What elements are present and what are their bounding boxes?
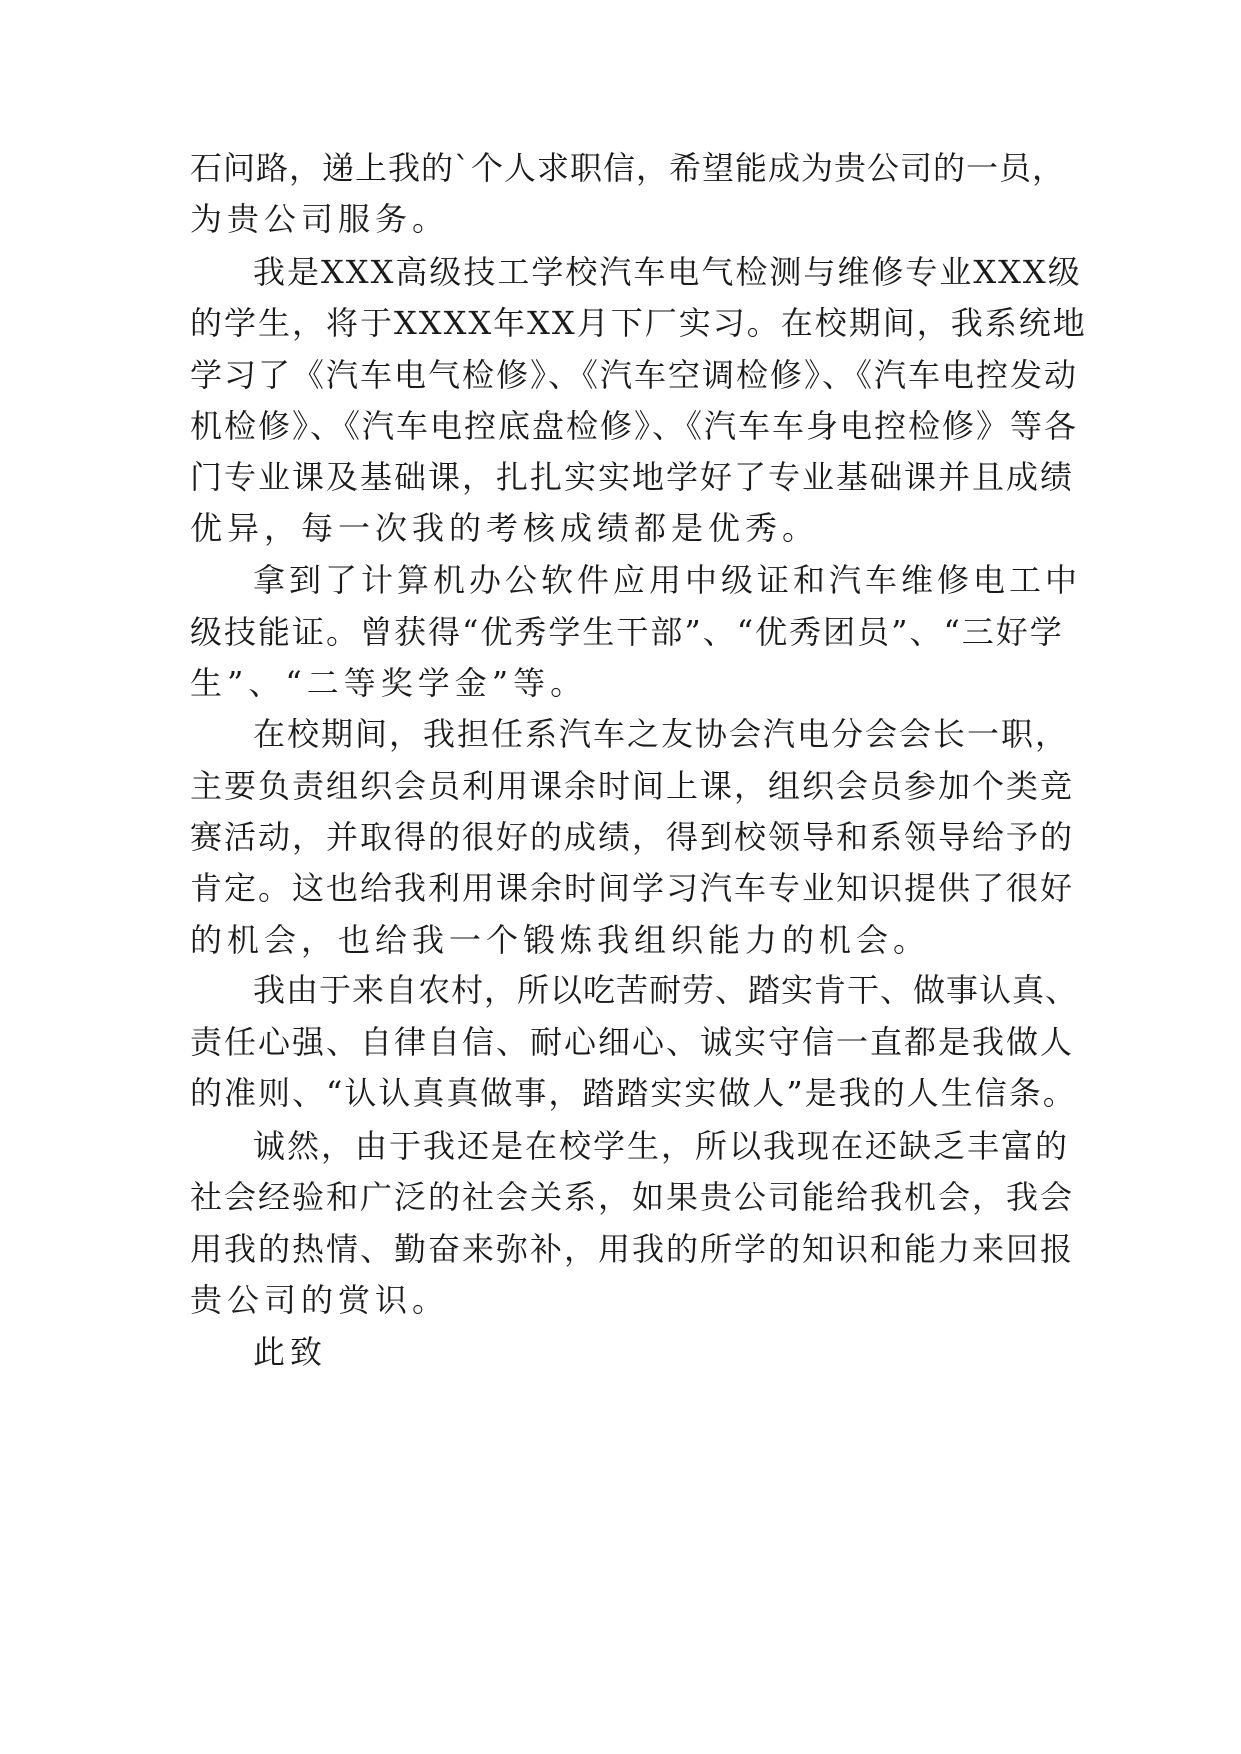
text-line: 我是XXX高级技工学校汽车电气检测与维修专业XXX级 <box>253 253 1082 291</box>
text-line: 的机会，也给我一个锻炼我组织能力的机会。 <box>190 921 931 959</box>
text-line: 贵公司的赏识。 <box>190 1281 450 1319</box>
text-line: 为贵公司服务。 <box>190 200 450 238</box>
closing-salutation: 此致 <box>253 1333 328 1371</box>
text-line: 我由于来自农村，所以吃苦耐劳、踏实肯干、做事认真、 <box>253 971 1079 1009</box>
text-line: 责任心强、自律自信、耐心细心、诚实守信一直都是我做人 <box>190 1023 1075 1061</box>
text-line: 优异，每一次我的考核成绩都是优秀。 <box>190 509 820 547</box>
text-line: 诚然，由于我还是在校学生，所以我现在还缺乏丰富的 <box>253 1127 1070 1165</box>
text-line: 机检修》、《汽车电控底盘检修》、《汽车车身电控检修》等各 <box>190 407 1079 445</box>
text-line: 门专业课及基础课，扎扎实实地学好了专业基础课并且成绩 <box>190 458 1075 496</box>
text-line: 级技能证。曾获得“优秀学生干部”、“优秀团员”、“三好学 <box>190 613 1064 651</box>
text-line: 的准则、“认认真真做事，踏踏实实做人”是我的人生信条。 <box>190 1074 1077 1112</box>
text-line: 拿到了计算机办公软件应用中级证和汽车维修电工中 <box>253 561 1082 599</box>
text-line: 学习了《汽车电气检修》、《汽车空调检修》、《汽车电控发动 <box>190 356 1079 394</box>
text-line: 用我的热情、勤奋来弥补，用我的所学的知识和能力来回报 <box>190 1230 1075 1268</box>
text-line: 在校期间，我担任系汽车之友协会汽电分会会长一职， <box>253 715 1070 753</box>
text-line: 的学生，将于XXXX年XX月下厂实习。在校期间，我系统地 <box>190 304 1087 342</box>
text-line: 生”、“二等奖学金”等。 <box>190 664 588 702</box>
text-line: 肯定。这也给我利用课余时间学习汽车专业知识提供了很好 <box>190 869 1075 907</box>
text-line: 主要负责组织会员利用课余时间上课，组织会员参加个类竞 <box>190 767 1075 805</box>
text-line: 赛活动，并取得的很好的成绩，得到校领导和系领导给予的 <box>190 818 1075 856</box>
text-line: 社会经验和广泛的社会关系，如果贵公司能给我机会，我会 <box>190 1178 1075 1216</box>
text-line: 石问路，递上我的`个人求职信，希望能成为贵公司的一员， <box>190 149 1066 187</box>
